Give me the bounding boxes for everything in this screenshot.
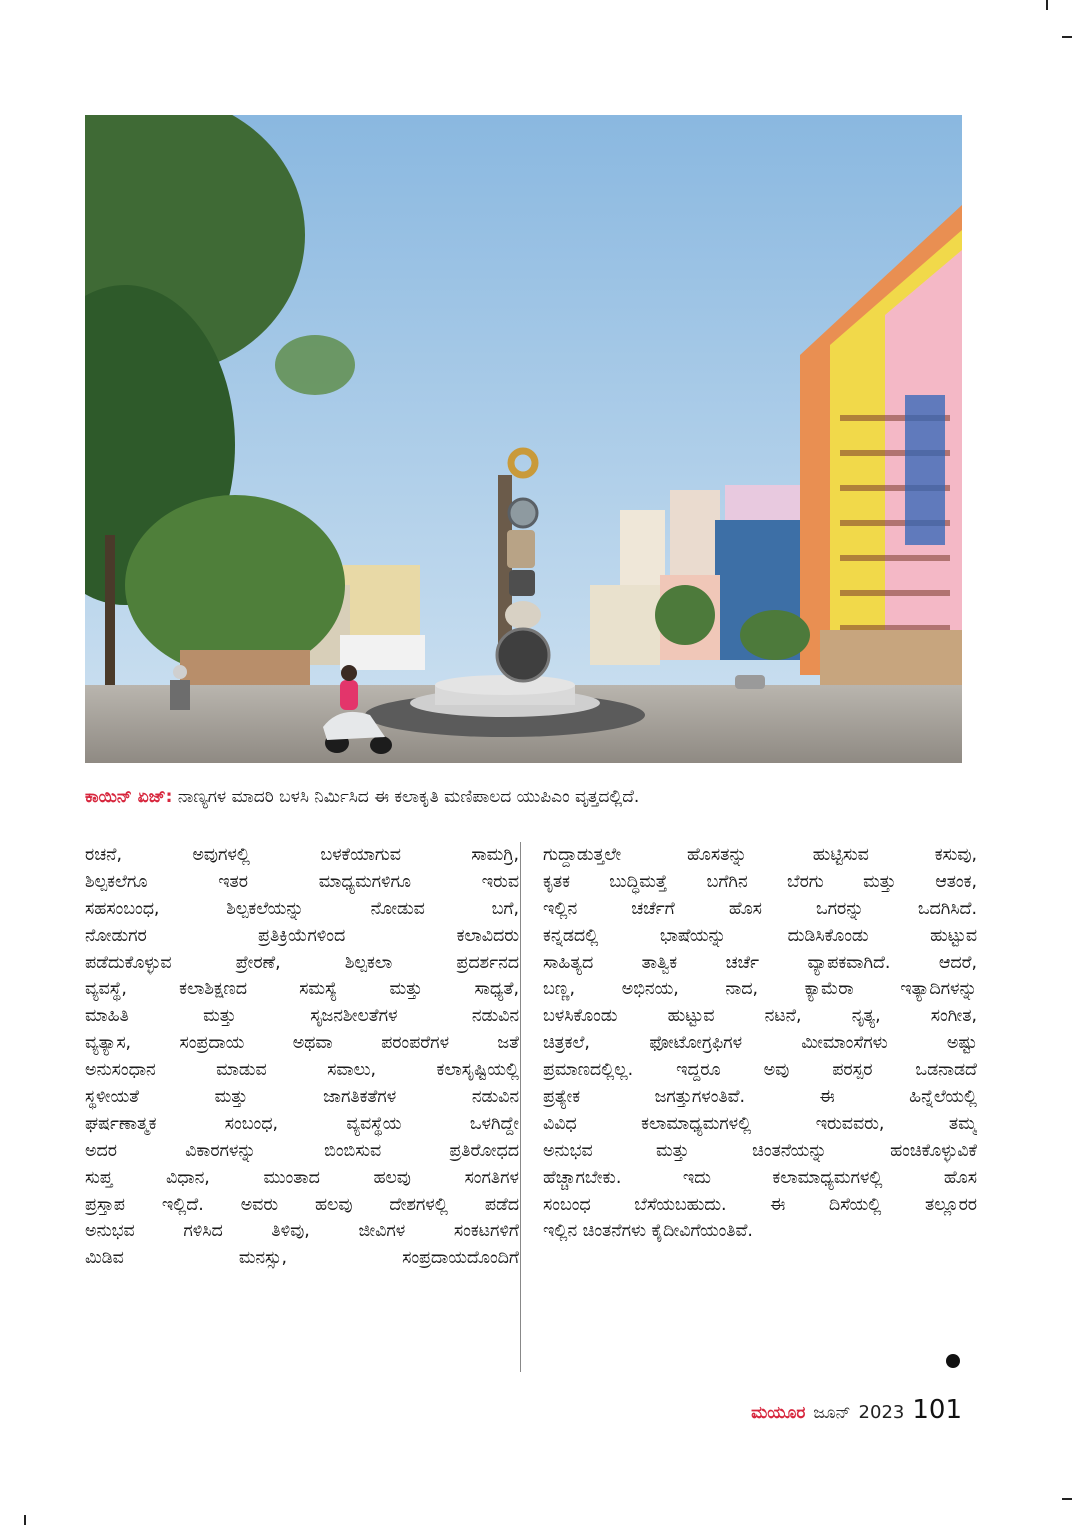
issue-year: 2023 bbox=[858, 1402, 905, 1423]
text-line: ಪ್ರಸ್ತಾಪ ಇಲ್ಲಿದೆ. ಅವರು ಹಲವು ದೇಶಗಳಲ್ಲಿ ಪಡೆದ bbox=[85, 1194, 519, 1215]
article-end-mark bbox=[946, 1354, 960, 1368]
column-divider bbox=[520, 842, 521, 1372]
magazine-brand: ಮಯೂರ bbox=[751, 1403, 806, 1423]
text-line: ಅನುಸಂಧಾನ ಮಾಡುವ ಸವಾಲು, ಕಲಾಸೃಷ್ಟಿಯಲ್ಲಿ bbox=[85, 1060, 519, 1081]
photo-caption bbox=[85, 785, 965, 809]
text-line: ಸಾಹಿತ್ಯದ ತಾತ್ವಿಕ ಚರ್ಚೆ ವ್ಯಾಪಕವಾಗಿದೆ. ಆದರೆ, bbox=[543, 952, 977, 973]
page-footer bbox=[751, 1395, 962, 1427]
text-line: ಸಹಸಂಬಂಧ, ಶಿಲ್ಪಕಲೆಯನ್ನು ನೋಡುವ ಬಗೆ, bbox=[85, 898, 519, 919]
article-column-left bbox=[85, 842, 519, 1272]
text-line: ಅದರ ವಿಕಾರಗಳನ್ನು ಬಿಂಬಿಸುವ ಪ್ರತಿರೋಧದ bbox=[85, 1140, 519, 1161]
text-line: ಪ್ರಮಾಣದಲ್ಲಿಲ್ಲ. ಇದ್ದರೂ ಅವು ಪರಸ್ಪರ ಒಡನಾಡದೆ bbox=[543, 1060, 977, 1081]
text-line: ಚಿತ್ರಕಲೆ, ಫೋಟೋಗ್ರಫಿಗಳ ಮೀಮಾಂಸೆಗಳು ಅಷ್ಟು bbox=[543, 1033, 977, 1054]
text-line: ಮಿಡಿವ ಮನಸ್ಸು, ಸಂಪ್ರದಾಯದೊಂದಿಗೆ bbox=[85, 1248, 519, 1269]
text-line: ಹೆಚ್ಚಾಗಬೇಕು. ಇದು ಕಲಾಮಾಧ್ಯಮಗಳಲ್ಲಿ ಹೊಸ bbox=[543, 1167, 977, 1188]
text-line: ಸ್ಥಳೀಯತೆ ಮತ್ತು ಜಾಗತಿಕತೆಗಳ ನಡುವಿನ bbox=[85, 1087, 519, 1108]
text-line: ಅನುಭವ ಗಳಿಸಿದ ತಿಳಿವು, ಜೀವಿಗಳ ಸಂಕಟಗಳಿಗೆ bbox=[85, 1221, 519, 1242]
text-line: ಪಡೆದುಕೊಳ್ಳುವ ಪ್ರೇರಣೆ, ಶಿಲ್ಪಕಲಾ ಪ್ರದರ್ಶನದ bbox=[85, 952, 519, 973]
crop-mark-right-upper bbox=[1062, 36, 1072, 38]
text-line: ಸಂಬಂಧ ಬೆಸೆಯಬಹುದು. ಈ ದಿಸೆಯಲ್ಲಿ ತಲ್ಲೂರರ bbox=[543, 1194, 977, 1215]
text-line: ಕನ್ನಡದಲ್ಲಿ ಭಾಷೆಯನ್ನು ದುಡಿಸಿಕೊಂಡು ಹುಟ್ಟುವ bbox=[543, 925, 977, 946]
crop-mark-right-lower bbox=[1062, 1498, 1072, 1500]
text-line: ನೋಡುಗರ ಪ್ರತಿಕ್ರಿಯೆಗಳಿಂದ ಕಲಾವಿದರು bbox=[85, 925, 519, 946]
text-line: ಮಾಹಿತಿ ಮತ್ತು ಸೃಜನಶೀಲತೆಗಳ ನಡುವಿನ bbox=[85, 1006, 519, 1027]
article-column-right bbox=[543, 842, 977, 1245]
page-number: 101 bbox=[912, 1395, 962, 1425]
crop-mark-top-right bbox=[1046, 0, 1048, 10]
text-line: ರಚನೆ, ಅವುಗಳಲ್ಲಿ ಬಳಕೆಯಾಗುವ ಸಾಮಗ್ರಿ, bbox=[85, 845, 519, 865]
text-line: ವಿವಿಧ ಕಲಾಮಾಧ್ಯಮಗಳಲ್ಲಿ ಇರುವವರು, ತಮ್ಮ bbox=[543, 1113, 977, 1134]
text-line: ಸುಪ್ತ ವಿಧಾನ, ಮುಂತಾದ ಹಲವು ಸಂಗತಿಗಳ bbox=[85, 1167, 519, 1188]
text-line: ಇಲ್ಲಿನ ಚರ್ಚೆಗೆ ಹೊಸ ಒಗರನ್ನು ಒದಗಿಸಿದೆ. bbox=[543, 898, 977, 919]
crop-mark-bottom-left bbox=[24, 1515, 26, 1525]
text-line: ಬಳಸಿಕೊಂಡು ಹುಟ್ಟುವ ನಟನೆ, ನೃತ್ಯ, ಸಂಗೀತ, bbox=[543, 1006, 977, 1027]
text-line: ಬಣ್ಣ, ಅಭಿನಯ, ನಾದ, ಕ್ಯಾಮೆರಾ ಇತ್ಯಾದಿಗಳನ್ನು bbox=[543, 979, 977, 1000]
text-line: ಕೃತಕ ಬುದ್ಧಿಮತ್ತೆ ಬಗೆಗಿನ ಬೆರಗು ಮತ್ತು ಆತಂಕ, bbox=[543, 871, 977, 892]
caption-text: ನಾಣ್ಯಗಳ ಮಾದರಿ ಬಳಸಿ ನಿರ್ಮಿಸಿದ ಈ ಕಲಾಕೃತಿ ಮಣಿಪಾಲದ ಯುಪಿಎಂ ವೃತ್ತದಲ್ಲಿದೆ. bbox=[172, 787, 640, 807]
photo-coin-sculpture bbox=[85, 115, 962, 763]
text-line: ಪ್ರತ್ಯೇಕ ಜಗತ್ತುಗಳಂತಿವೆ. ಈ ಹಿನ್ನೆಲೆಯಲ್ಲಿ bbox=[543, 1087, 977, 1108]
issue-month: ಜೂನ್ bbox=[813, 1403, 851, 1423]
text-line: ವ್ಯತ್ಯಾಸ, ಸಂಪ್ರದಾಯ ಅಥವಾ ಪರಂಪರೆಗಳ ಜತೆ bbox=[85, 1033, 519, 1054]
text-line: ಅನುಭವ ಮತ್ತು ಚಿಂತನೆಯನ್ನು ಹಂಚಿಕೊಳ್ಳುವಿಕೆ bbox=[543, 1140, 977, 1161]
text-line: ಗುದ್ದಾಡುತ್ತಲೇ ಹೊಸತನ್ನು ಹುಟ್ಟಿಸುವ ಕಸುವು, bbox=[543, 845, 977, 865]
text-line: ವ್ಯವಸ್ಥೆ, ಕಲಾಶಿಕ್ಷಣದ ಸಮಸ್ಯೆ ಮತ್ತು ಸಾಧ್ಯತೆ, bbox=[85, 979, 519, 1000]
text-line: ಘರ್ಷಣಾತ್ಮಕ ಸಂಬಂಧ, ವ್ಯವಸ್ಥೆಯ ಒಳಗಿದ್ದೇ bbox=[85, 1113, 519, 1134]
caption-label: ಕಾಯಿನ್ ಏಜ್: bbox=[85, 787, 173, 807]
text-line: ಶಿಲ್ಪಕಲೆಗೂ ಇತರ ಮಾಧ್ಯಮಗಳಿಗೂ ಇರುವ bbox=[85, 871, 519, 892]
text-line: ಇಲ್ಲಿನ ಚಿಂತನೆಗಳು ಕೈದೀವಿಗೆಯಂತಿವೆ. bbox=[543, 1221, 753, 1242]
